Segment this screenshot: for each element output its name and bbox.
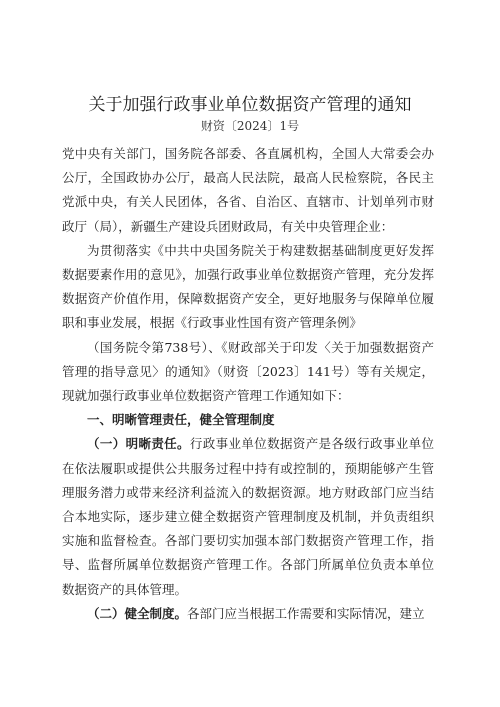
item-1-text: 行政事业单位数据资产是各级行政事业单位在依法履职或提供公共服务过程中持有或控制的，预期能够产生管理服务潜力或带来经济利益流入的数据资源。地方财政部门应当结合本地实际，逐步建立健全数据资产管理制度及机制，并负责组织实施和监督检查。各部门要切实加强本部门数据资产管理工作，指导、监督所属单位数据资产管理工作。各部门所属单位负责本单位数据资产的具体管理。 bbox=[62, 436, 434, 597]
intro-paragraph-part1: 为贯彻落实《中共中央国务院关于构建数据基础制度更好发挥数据要素作用的意见》，加强行政事业单位数据资产管理，充分发挥数据资产价值作用，保障数据资产安全，更好地服务与保障单位履职和事业发展，根据《行政事业性国有资产管理条例》 bbox=[62, 242, 434, 331]
addressee-paragraph: 党中央有关部门，国务院各部委、各直属机构，全国人大常委会办公厅，全国政协办公厅，最高人民法院，最高人民检察院，各民主党派中央，有关人民团体，各省、自治区、直辖市、计划单列市财政厅（局），新疆生产建设兵团财政局，有关中央管理企业： bbox=[62, 146, 434, 234]
item-1-paragraph bbox=[62, 432, 434, 601]
document-number: 财资〔2024〕1号 bbox=[200, 119, 300, 133]
item-2-paragraph bbox=[62, 602, 434, 626]
intro-paragraph-part2: （国务院令第738号）、《财政部关于印发〈关于加强数据资产管理的指导意见〉的通知》（财资〔2023〕141号）等有关规定，现就加强行政事业单位数据资产管理工作通知如下： bbox=[62, 339, 434, 404]
item-2-text: 各部门应当根据工作需要和实际情况，建立 bbox=[187, 605, 425, 621]
document-title: 关于加强行政事业单位数据资产管理的通知 bbox=[88, 95, 412, 115]
document-body bbox=[62, 142, 434, 626]
item-2-lead: （二）健全制度。 bbox=[87, 605, 188, 621]
section-heading-1: 一、明晰管理责任，健全管理制度 bbox=[87, 412, 275, 428]
item-1-lead: （一）明晰责任。 bbox=[87, 436, 190, 452]
